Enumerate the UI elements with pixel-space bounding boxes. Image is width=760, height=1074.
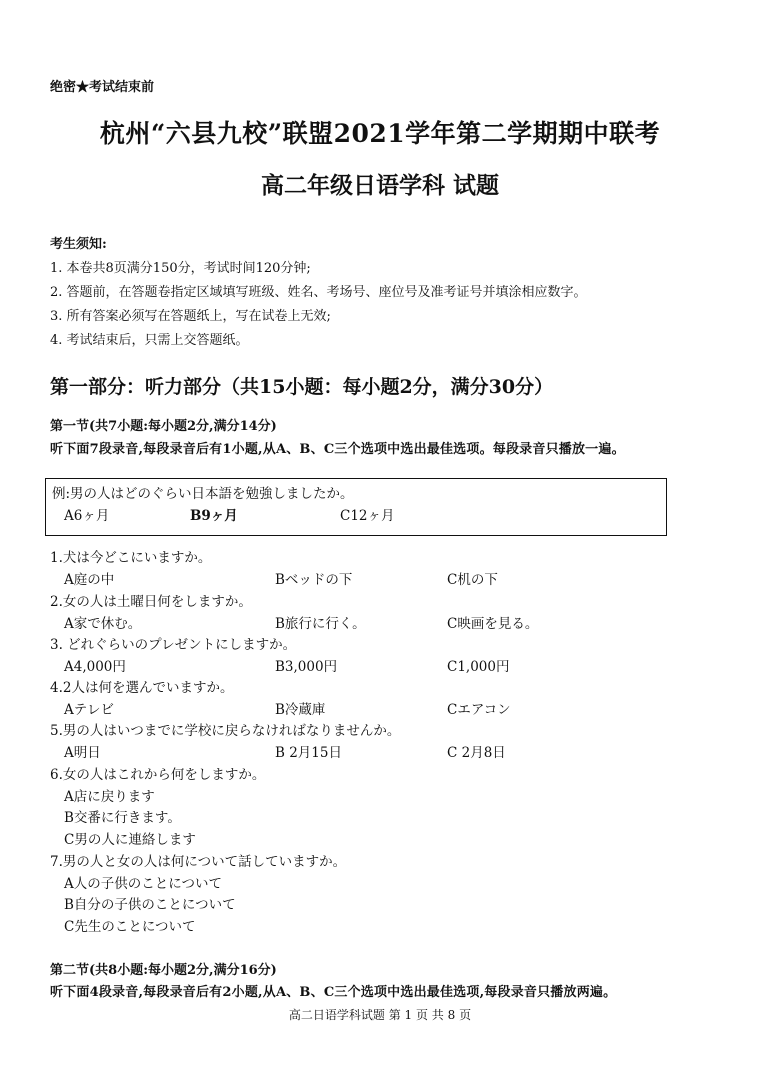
option-c: Cエアコン xyxy=(447,702,511,718)
section1-heading: 第一节(共7小题:每小题2分,满分14分) xyxy=(50,419,277,434)
question: 2.女の人は土曜日何をしますか。 xyxy=(50,594,252,610)
option-b: B3,000円 xyxy=(275,659,338,675)
option-c: C映画を見る。 xyxy=(447,616,539,632)
page-footer: 高二日语学科试题 第 1 页 共 8 页 xyxy=(288,1008,472,1022)
example-option-c: C12ヶ月 xyxy=(340,508,395,524)
option-a: A明日 xyxy=(64,745,101,761)
confidential-label: 绝密★考试结束前 xyxy=(50,80,155,95)
exam-subtitle: 高二年级日语学科 试题 xyxy=(260,172,499,199)
example-option-a: A6ヶ月 xyxy=(64,508,110,524)
section1-instruction: 听下面7段录音,每段录音后有1小题,从A、B、C三个选项中选出最佳选项。每段录音只播放一遍。 xyxy=(50,442,625,457)
option-c: C 2月8日 xyxy=(447,745,506,761)
question: 6.女の人はこれから何をしますか。 xyxy=(50,767,266,783)
option-c: C先生のことについて xyxy=(64,919,196,935)
notice-item: 4. 考试结束后，只需上交答题纸。 xyxy=(50,333,249,348)
notice-heading: 考生须知: xyxy=(50,237,107,252)
option-b: Bベッドの下 xyxy=(275,572,353,588)
option-a: Aテレビ xyxy=(64,702,114,718)
example-option-b: B9ヶ月 xyxy=(190,508,238,524)
option-b: B交番に行きます。 xyxy=(64,810,181,826)
option-a: A4,000円 xyxy=(64,659,126,675)
option-b: B自分の子供のことについて xyxy=(64,897,236,913)
notice-item: 1. 本卷共8页满分150分，考试时间120分钟; xyxy=(50,261,311,276)
section2-instruction: 听下面4段录音,每段录音后有2小题,从A、B、C三个选项中选出最佳选项,每段录音只播放两遍。 xyxy=(50,985,617,1000)
option-c: C男の人に連絡します xyxy=(64,832,196,848)
question: 5.男の人はいつまでに学校に戻らなければなりませんか。 xyxy=(50,723,401,739)
example-question: 例:男の人はどのぐらい日本語を勉強しましたか。 xyxy=(52,486,354,502)
option-a: A人の子供のことについて xyxy=(64,876,222,892)
option-b: B旅行に行く。 xyxy=(275,616,366,632)
question: 1.犬は今どこにいますか。 xyxy=(50,550,212,566)
section2-heading: 第二节(共8小题:每小题2分,满分16分) xyxy=(50,963,277,978)
option-c: C1,000円 xyxy=(447,659,510,675)
question: 4.2人は何を選んでいますか。 xyxy=(50,680,234,696)
notice-item: 3. 所有答案必须写在答题纸上，写在试卷上无效; xyxy=(50,309,331,324)
option-b: B 2月15日 xyxy=(275,745,342,761)
option-c: C机の下 xyxy=(447,572,498,588)
question: 7.男の人と女の人は何について話していますか。 xyxy=(50,854,347,870)
option-a: A店に戻ります xyxy=(64,789,155,805)
part1-heading: 第一部分：听力部分（共15小题：每小题2分，满分30分） xyxy=(50,376,554,398)
option-a: A家で休む。 xyxy=(64,616,142,632)
option-a: A庭の中 xyxy=(64,572,115,588)
notice-item: 2. 答题前，在答题卷指定区域填写班级、姓名、考场号、座位号及准考证号并填涂相应数字。 xyxy=(50,285,587,300)
exam-title: 杭州“六县九校”联盟2021学年第二学期期中联考 xyxy=(99,119,661,148)
option-b: B冷蔵庫 xyxy=(275,702,326,718)
question: 3. どれぐらいのプレゼントにしますか。 xyxy=(50,637,297,653)
